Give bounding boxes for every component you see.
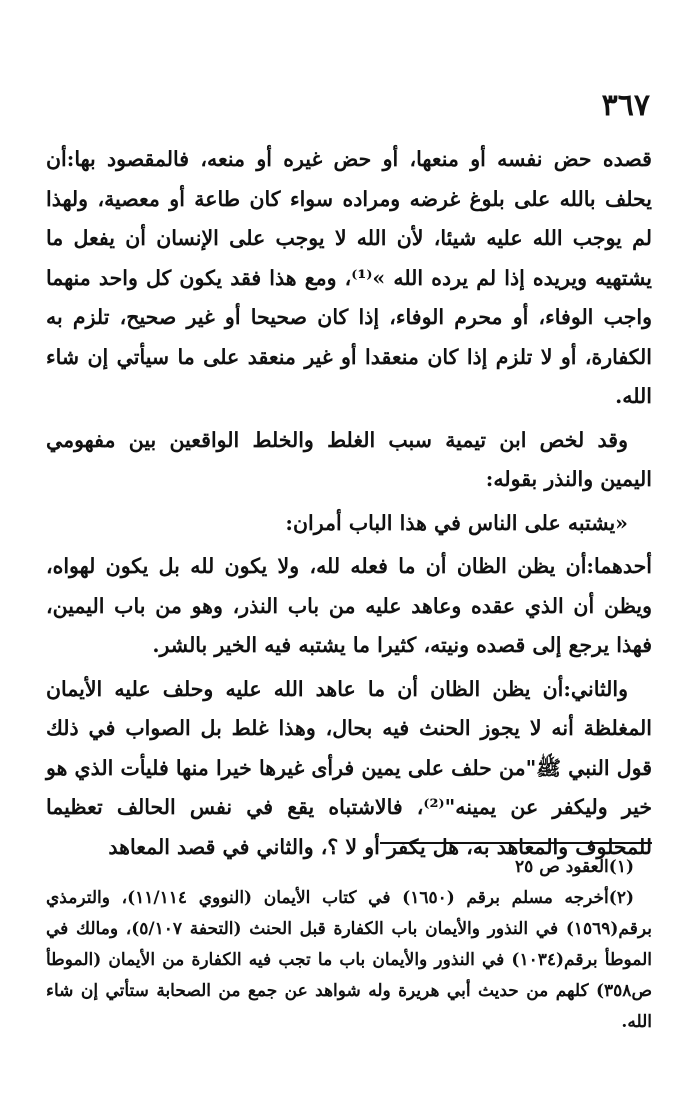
paragraph-first-matter: أحدهما:أن يظن الظان أن ما فعله لله، ولا يكون لله بل يكون لهواه، ويظن أن الذي عقده وعاهد عليه من باب النذر، وهو من باب اليمين، فهذا يرجع إلى قصده ونيته، كثيرا ما يشتبه فيه الخير بالشر. [46,554,652,657]
paragraph-second-matter: والثاني:أن يظن الظان أن ما عاهد الله عليه وحلف عليه الأيمان المغلظة أنه لا يجوز الحنث فيه بحال، وهذا غلط بل الصواب في ذلك قول النبي ﷺ"من حلف على يمين فرأى غيرها خيرا منها فليأت الذي هو خير وليكفر عن يمينه"⁽²⁾، فالاشتباه يقع في نفس الحالف تعظيما للمحلوف والمعاهد به، هل يكفر أو لا ؟، والثاني في قصد المعاهد [46,676,652,859]
footnotes [46,852,652,1038]
paragraph-quote-opening: «يشتبه على الناس في هذا الباب أمران: [285,510,628,535]
paragraph-ibn-taymiyya-intro: وقد لخص ابن تيمية سبب الغلط والخلط الواقعين بين مفهومي اليمين والنذر بقوله: [46,427,652,491]
footnote-separator [380,842,652,844]
footnote-2: (٢)أخرجه مسلم برقم (١٦٥٠) في كتاب الأيمان (النووي ١١/١١٤)، والترمذي برقم(١٥٦٩) في النذور والأيمان باب الكفارة قبل الحنث (التحفة ٥/١٠٧)، ومالك في الموطأ برقم(١٠٣٤) في النذور والأيمان باب ما تجب فيه الكفارة من الأيمان (الموطأ ص٣٥٨) كلهم من حديث أبي هريرة وله شواهد عن جمع من الصحابة ستأتي إن شاء الله. [46,888,652,1032]
footnote-1: (١)العقود ص ٢٥ [515,857,634,877]
main-text [46,140,652,871]
page-number: ٣٦٧ [601,88,650,123]
paragraph-continuation: قصده حض نفسه أو منعها، أو حض غيره أو منعه، فالمقصود بها:أن يحلف بالله على بلوغ غرضه ومراده سواء كان طاعة أو معصية، ولهذا لم يوجب الله عليه شيئا، لأن الله لا يوجب على الإنسان أن يفعل ما يشتهيه ويريده إذا لم يرده الله »⁽¹⁾، ومع هذا فقد يكون كل واحد منهما واجب الوفاء، أو محرم الوفاء، إذا كان صحيحا أو غير صحيح، تلزم به الكفارة، أو لا تلزم إذا كان منعقدا أو غير منعقد على ما سيأتي إن شاء الله. [46,147,652,408]
